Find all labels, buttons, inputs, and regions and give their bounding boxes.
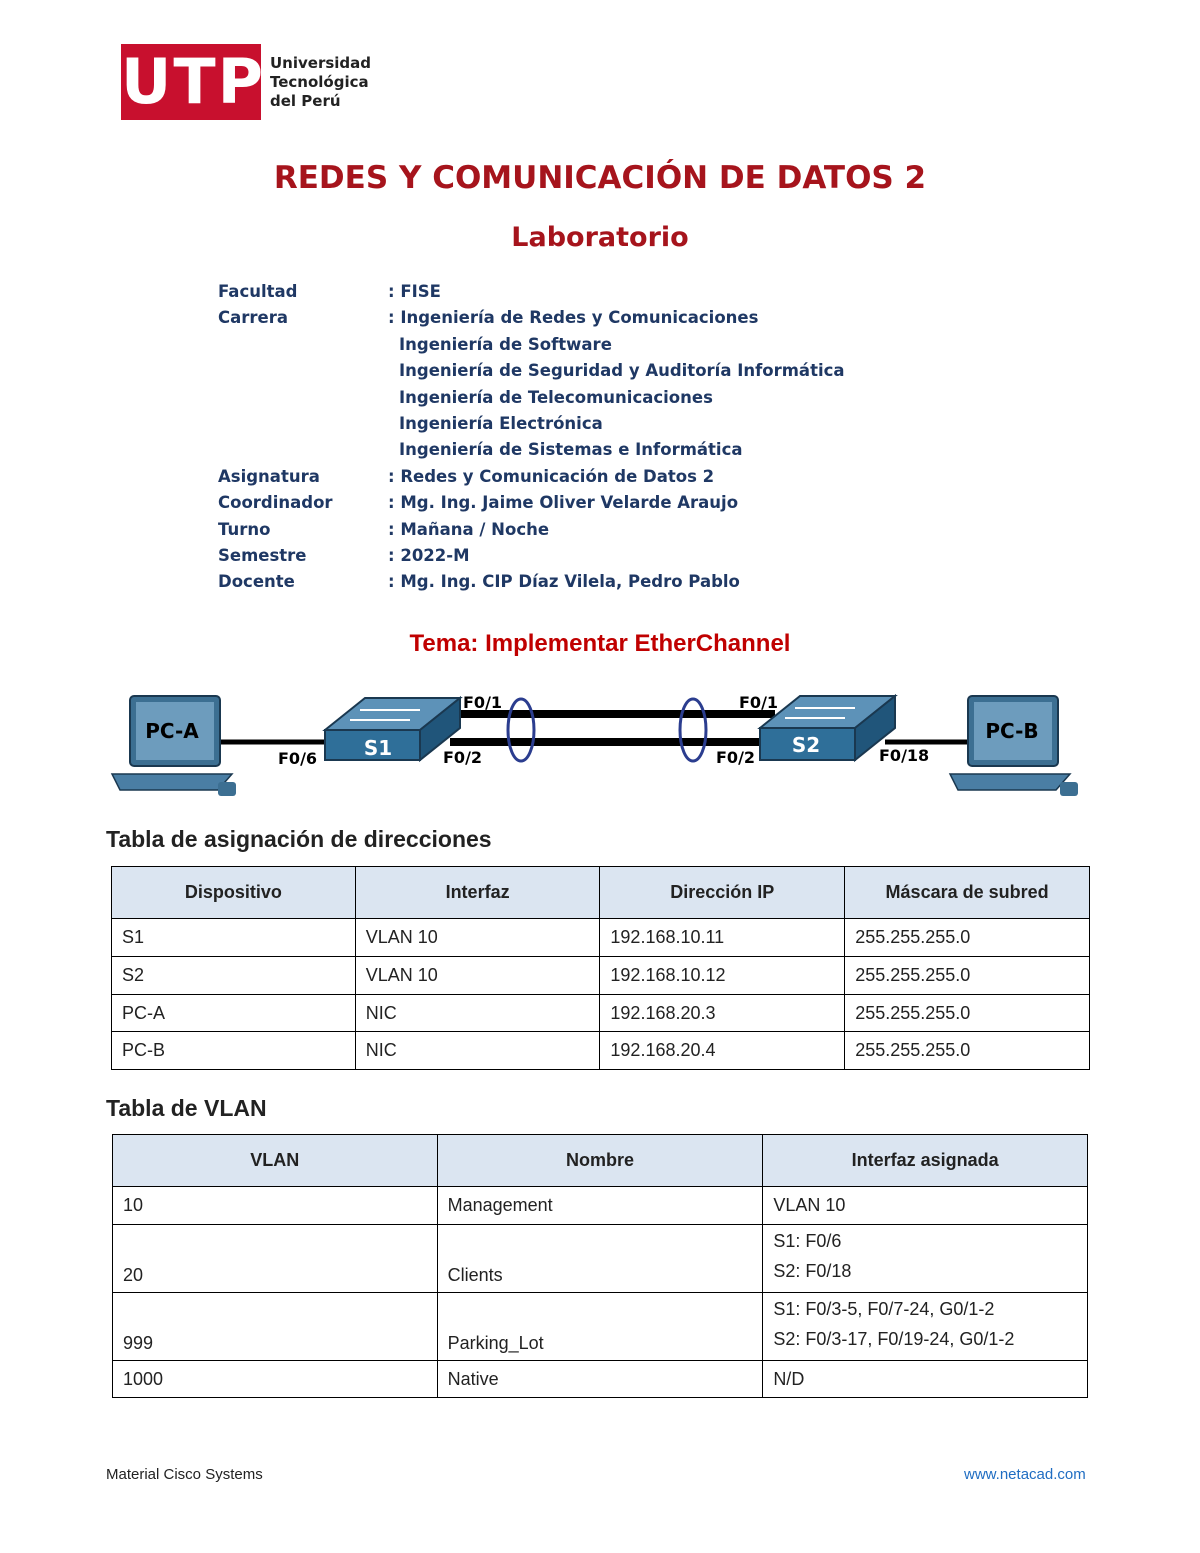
logo-university-name bbox=[270, 54, 371, 111]
table-cell: 255.255.255.0 bbox=[845, 919, 1090, 957]
table-cell: Management bbox=[437, 1187, 763, 1225]
col-header: Interfaz bbox=[355, 867, 600, 919]
info-carrera-extra: Ingeniería de Sistemas e Informática bbox=[399, 440, 743, 460]
info-value: : Mg. Ing. Jaime Oliver Velarde Araujo bbox=[388, 493, 739, 513]
table-row bbox=[112, 957, 1090, 995]
document-title: REDES Y COMUNICACIÓN DE DATOS 2 bbox=[273, 160, 927, 196]
utp-logo-mark bbox=[121, 44, 266, 120]
addr-table-title: Tabla de asignación de direcciones bbox=[106, 826, 492, 852]
table-cell: NIC bbox=[355, 1032, 600, 1070]
logo-letter-p: P bbox=[217, 45, 266, 118]
col-header: Dirección IP bbox=[600, 867, 845, 919]
info-carrera-extra: Ingeniería Electrónica bbox=[399, 413, 603, 433]
info-label: Facultad bbox=[218, 282, 298, 301]
table-row bbox=[112, 919, 1090, 957]
table-cell: Parking_Lot bbox=[437, 1293, 763, 1361]
table-cell: Clients bbox=[437, 1225, 763, 1293]
table-cell: S2 bbox=[112, 957, 356, 995]
info-row-semestre bbox=[218, 543, 845, 569]
table-header-row bbox=[113, 1135, 1088, 1187]
table-cell-multiline bbox=[763, 1225, 1088, 1293]
port-s1-f02: F0/2 bbox=[443, 748, 483, 767]
info-carrera-extra: Ingeniería de Telecomunicaciones bbox=[399, 387, 713, 407]
info-row-carrera bbox=[218, 305, 845, 331]
table-cell-multiline bbox=[763, 1293, 1088, 1361]
table-row bbox=[113, 1225, 1088, 1293]
pc-a-label: PC-A bbox=[145, 719, 199, 743]
table-cell: VLAN 10 bbox=[763, 1187, 1088, 1225]
table-cell: Native bbox=[437, 1361, 763, 1398]
info-row-asignatura bbox=[218, 464, 845, 490]
table-cell: PC-B bbox=[112, 1032, 356, 1070]
info-row-coordinador bbox=[218, 490, 845, 516]
info-row-turno bbox=[218, 517, 845, 543]
table-cell: PC-A bbox=[112, 995, 356, 1032]
document-subtitle: Laboratorio bbox=[511, 222, 689, 253]
table-row bbox=[112, 995, 1090, 1032]
table-cell: 192.168.10.11 bbox=[600, 919, 845, 957]
pc-a-icon bbox=[112, 696, 236, 796]
table-cell: S1 bbox=[112, 919, 356, 957]
info-value: : 2022-M bbox=[388, 545, 470, 565]
info-value: : Redes y Comunicación de Datos 2 bbox=[388, 466, 715, 486]
col-header: Máscara de subred bbox=[845, 867, 1090, 919]
course-info bbox=[218, 279, 845, 596]
logo-line-2: Tecnológica bbox=[270, 72, 369, 91]
info-label: Carrera bbox=[218, 308, 288, 328]
table-row bbox=[112, 1032, 1090, 1070]
iface-line: S2: F0/18 bbox=[773, 1261, 852, 1281]
table-cell: VLAN 10 bbox=[355, 919, 600, 957]
info-label: Coordinador bbox=[218, 493, 333, 513]
col-header: Dispositivo bbox=[112, 867, 356, 919]
table-cell: 255.255.255.0 bbox=[845, 1032, 1090, 1070]
footer-link[interactable]: www.netacad.com bbox=[964, 1466, 1086, 1483]
table-row bbox=[113, 1187, 1088, 1225]
topology-diagram bbox=[0, 680, 1200, 810]
table-cell: 255.255.255.0 bbox=[845, 995, 1090, 1032]
s2-label: S2 bbox=[791, 733, 821, 757]
table-cell: VLAN 10 bbox=[355, 957, 600, 995]
footer-source: Material Cisco Systems bbox=[106, 1466, 263, 1483]
info-value: : FISE bbox=[388, 282, 441, 301]
info-row-facultad bbox=[218, 279, 845, 305]
lab-topic: Tema: Implementar EtherChannel bbox=[409, 630, 791, 657]
logo-letter-u: U bbox=[121, 45, 174, 118]
table-cell: 192.168.10.12 bbox=[600, 957, 845, 995]
iface-line: S2: F0/3-17, F0/19-24, G0/1-2 bbox=[773, 1329, 1015, 1349]
pc-b-label: PC-B bbox=[985, 719, 1039, 743]
info-value: : Ingeniería de Redes y Comunicaciones bbox=[388, 308, 759, 328]
table-cell: 10 bbox=[113, 1187, 438, 1225]
vlan-table-title: Tabla de VLAN bbox=[106, 1095, 267, 1121]
col-header: VLAN bbox=[113, 1135, 438, 1187]
table-cell: 192.168.20.4 bbox=[600, 1032, 845, 1070]
address-table bbox=[111, 866, 1090, 1070]
info-value: : Mg. Ing. CIP Díaz Vilela, Pedro Pablo bbox=[388, 572, 740, 592]
info-carrera-extra: Ingeniería de Software bbox=[399, 334, 612, 354]
utp-logo bbox=[121, 44, 371, 120]
table-header-row bbox=[112, 867, 1090, 919]
logo-line-3: del Perú bbox=[270, 91, 341, 110]
table-cell: 255.255.255.0 bbox=[845, 957, 1090, 995]
col-header: Nombre bbox=[437, 1135, 763, 1187]
table-cell: 1000 bbox=[113, 1361, 438, 1398]
info-label: Asignatura bbox=[218, 466, 320, 486]
table-row bbox=[113, 1361, 1088, 1398]
vlan-table bbox=[112, 1134, 1088, 1398]
pc-b-icon bbox=[950, 696, 1078, 796]
iface-line: S1: F0/3-5, F0/7-24, G0/1-2 bbox=[773, 1299, 995, 1319]
table-cell: 20 bbox=[113, 1225, 438, 1293]
info-row-docente bbox=[218, 569, 845, 595]
info-carrera-extra: Ingeniería de Seguridad y Auditoría Informática bbox=[399, 361, 845, 381]
table-cell: NIC bbox=[355, 995, 600, 1032]
logo-letter-t: T bbox=[173, 45, 218, 118]
port-s2-f01: F0/1 bbox=[739, 693, 779, 712]
port-s2-f018: F0/18 bbox=[879, 746, 930, 765]
s1-label: S1 bbox=[363, 736, 393, 760]
table-row bbox=[113, 1293, 1088, 1361]
info-label: Semestre bbox=[218, 545, 307, 565]
info-value: : Mañana / Noche bbox=[388, 519, 550, 539]
table-cell: 999 bbox=[113, 1293, 438, 1361]
table-cell: N/D bbox=[763, 1361, 1088, 1398]
table-cell: 192.168.20.3 bbox=[600, 995, 845, 1032]
logo-line-1: Universidad bbox=[270, 53, 372, 72]
iface-line: S1: F0/6 bbox=[773, 1231, 842, 1251]
etherchannel-ring-s2 bbox=[680, 699, 706, 761]
info-label: Turno bbox=[218, 519, 271, 539]
col-header: Interfaz asignada bbox=[763, 1135, 1088, 1187]
info-label: Docente bbox=[218, 572, 295, 592]
port-s1-f06: F0/6 bbox=[278, 749, 318, 768]
port-s1-f01: F0/1 bbox=[463, 693, 503, 712]
switch-s2-icon bbox=[760, 696, 895, 760]
port-s2-f02: F0/2 bbox=[716, 748, 756, 767]
etherchannel-ring-s1 bbox=[508, 699, 534, 761]
switch-s1-icon bbox=[325, 698, 460, 760]
